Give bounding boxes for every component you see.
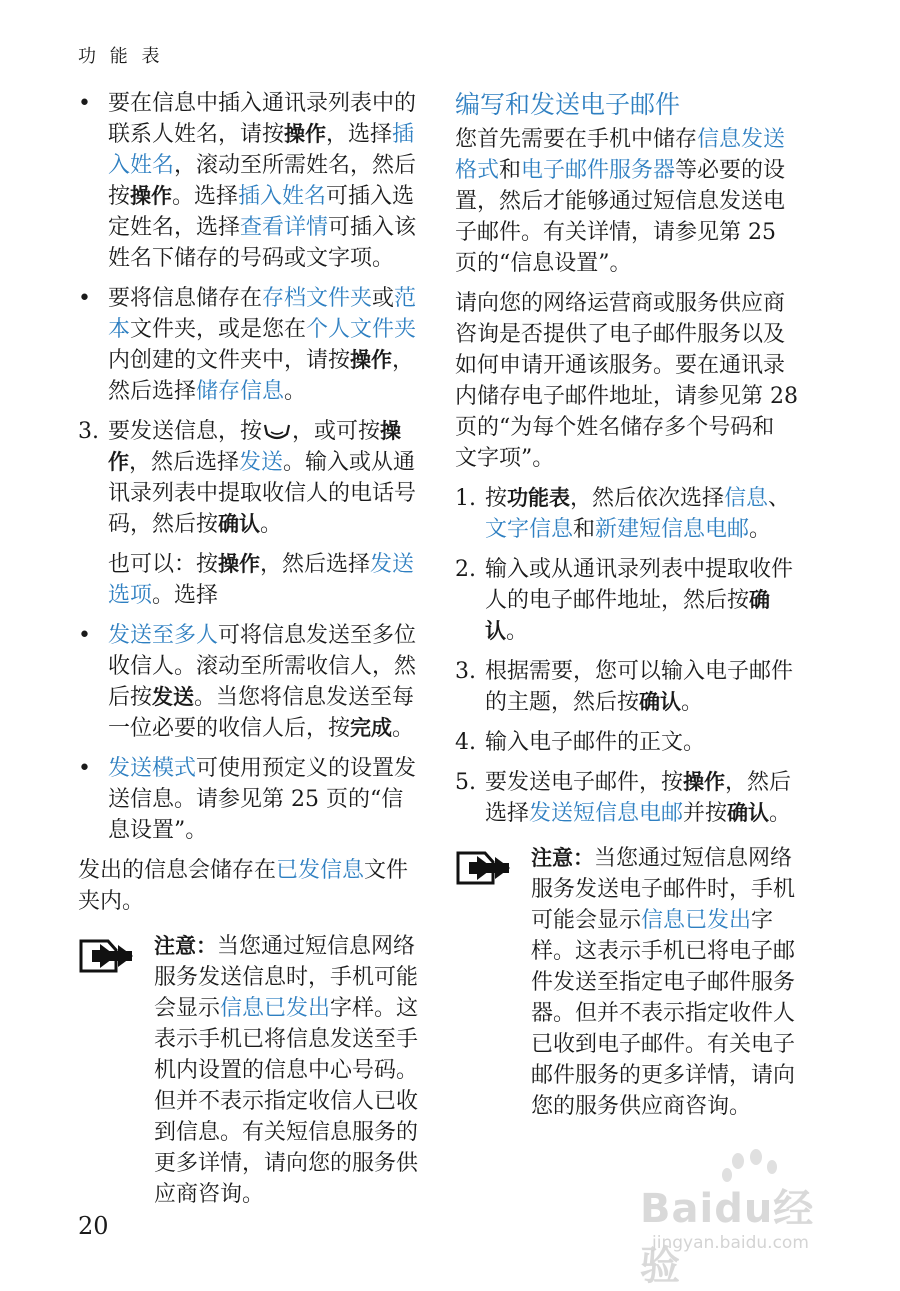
bullet-text: 要在信息中插入通讯录列表中的联系人姓名，请按操作，选择插入姓名，滚动至所需姓名，然后按操作。选择插入姓名可插入选定姓名，选择查看详情可插入该姓名下储存的号码或文字项。	[108, 91, 417, 271]
step-text: 根据需要，您可以输入电子邮件的主题，然后按确认。	[485, 659, 794, 715]
send-key-icon	[262, 420, 292, 444]
step-3-send-message	[78, 416, 420, 540]
bullet-marker: •	[78, 623, 91, 648]
note-block	[78, 931, 420, 1210]
left-column	[78, 88, 420, 1210]
bullet-insert-name	[78, 88, 420, 274]
step-number: 5.	[455, 770, 476, 795]
menu-send-to-many: 发送至多人	[108, 623, 219, 648]
step-1	[455, 483, 800, 545]
menu-insert-name-2: 插入姓名	[238, 184, 327, 209]
step-5	[455, 767, 800, 829]
step-text: 输入或从通讯录列表中提取收件人的电子邮件地址，然后按确认。	[485, 557, 794, 644]
menu-messages: 信息	[724, 486, 769, 511]
bullet-marker: •	[78, 756, 91, 781]
menu-email-server: 电子邮件服务器	[521, 158, 676, 183]
step-3	[455, 656, 800, 718]
step-text: 要发送电子邮件，按操作，然后选择发送短信息电邮并按确认。	[485, 770, 792, 826]
intro-paragraph-1: 您首先需要在手机中储存信息发送格式和电子邮件服务器等必要的设置，然后才能够通过短信息发送电子邮件。有关详情，请参见第 25 页的“信息设置”。	[455, 127, 786, 276]
menu-archive-folder: 存档文件夹	[262, 286, 373, 311]
step-text: 输入电子邮件的正文。	[485, 730, 706, 755]
right-column	[455, 88, 800, 1122]
menu-new-sms-email: 新建短信息电邮	[595, 517, 750, 542]
note-text: 注意：当您通过短信息网络服务发送信息时，手机可能会显示信息已发出字样。这表示手机已将信息发送至手机内设置的信息中心号码。但并不表示指定收信人已收到信息。有关短信息服务的更多详情，请向您的服务供应商咨询。	[154, 934, 419, 1207]
menu-sent-items: 已发信息	[276, 858, 365, 883]
menu-message-format: 信息发送格式	[455, 127, 786, 183]
step-number: 4.	[455, 730, 476, 755]
step-number: 3.	[78, 419, 99, 444]
page-header: 功 能 表	[78, 46, 164, 67]
intro-paragraph-2: 请向您的网络运营商或服务供应商咨询是否提供了电子邮件服务以及如何申请开通该服务。要在通讯录内储存电子邮件地址，请参见第 28 页的“为每个姓名储存多个号码和 文字项”。	[455, 291, 798, 471]
menu-save-message: 储存信息	[196, 379, 285, 404]
bullet-text: 要将信息储存在存档文件夹或范本文件夹，或是您在个人文件夹内创建的文件夹中，请按操作，然后选择储存信息。	[108, 286, 417, 404]
status-message-sent: 信息已发出	[641, 908, 752, 933]
sent-items-paragraph: 发出的信息会储存在已发信息文件夹内。	[78, 858, 409, 914]
step-text: 按功能表，然后依次选择信息、文字信息和新建短信息电邮。	[485, 486, 791, 542]
watermark-logo-text: Baidu经验	[640, 1186, 815, 1289]
page-number: 20	[78, 1212, 109, 1240]
note-text: 注意：当您通过短信息网络服务发送电子邮件时，手机可能会显示信息已发出字样。这表示手机已将电子邮件发送至指定电子邮件服务器。但并不表示指定收件人已收到电子邮件。有关电子邮件服务的更多详情，请向您的服务供应商咨询。	[531, 846, 796, 1119]
bullet-send-mode	[78, 753, 420, 846]
note-icon	[78, 937, 134, 975]
baidu-watermark	[640, 1155, 850, 1289]
step-number: 3.	[455, 659, 476, 684]
bullet-marker: •	[78, 286, 91, 311]
step-2	[455, 554, 800, 647]
menu-insert-name: 插入姓名	[108, 122, 415, 178]
bullet-text: 发送至多人可将信息发送至多位收信人。滚动至所需收信人，然后按发送。当您将信息发送至每一位必要的收信人后，按完成。	[108, 623, 417, 741]
menu-templates: 范本	[108, 286, 417, 342]
bullet-save-message	[78, 283, 420, 407]
note-icon	[455, 849, 511, 887]
step-4	[455, 727, 800, 758]
menu-send-options: 发送选项	[108, 552, 415, 608]
alt-text: 也可以：按操作，然后选择发送选项。选择	[108, 552, 415, 608]
status-message-sent: 信息已发出	[220, 996, 331, 1021]
step-number: 2.	[455, 557, 476, 582]
note-block	[455, 843, 800, 1122]
bullet-marker: •	[78, 91, 91, 116]
menu-text-messages: 文字信息	[485, 517, 574, 542]
section-heading: 编写和发送电子邮件	[455, 90, 681, 119]
menu-personal-folder: 个人文件夹	[306, 317, 417, 342]
step-number: 1.	[455, 486, 476, 511]
menu-send-mode: 发送模式	[108, 756, 197, 781]
menu-send-sms-email: 发送短信息电邮	[529, 801, 684, 826]
menu-send: 发送	[239, 450, 284, 475]
alt-send-options	[78, 549, 420, 611]
bullet-text: 发送模式可使用预定义的设置发送信息。请参见第 25 页的“信息设置”。	[108, 756, 417, 843]
bullet-send-to-many	[78, 620, 420, 744]
watermark-url: jingyan.baidu.com	[652, 1233, 809, 1253]
menu-view-details: 查看详情	[240, 215, 329, 240]
step-text: 要发送信息，按 ，或可按操作，然后选择发送。输入或从通讯录列表中提取收信人的电话号码，然后按确认。	[108, 419, 417, 537]
